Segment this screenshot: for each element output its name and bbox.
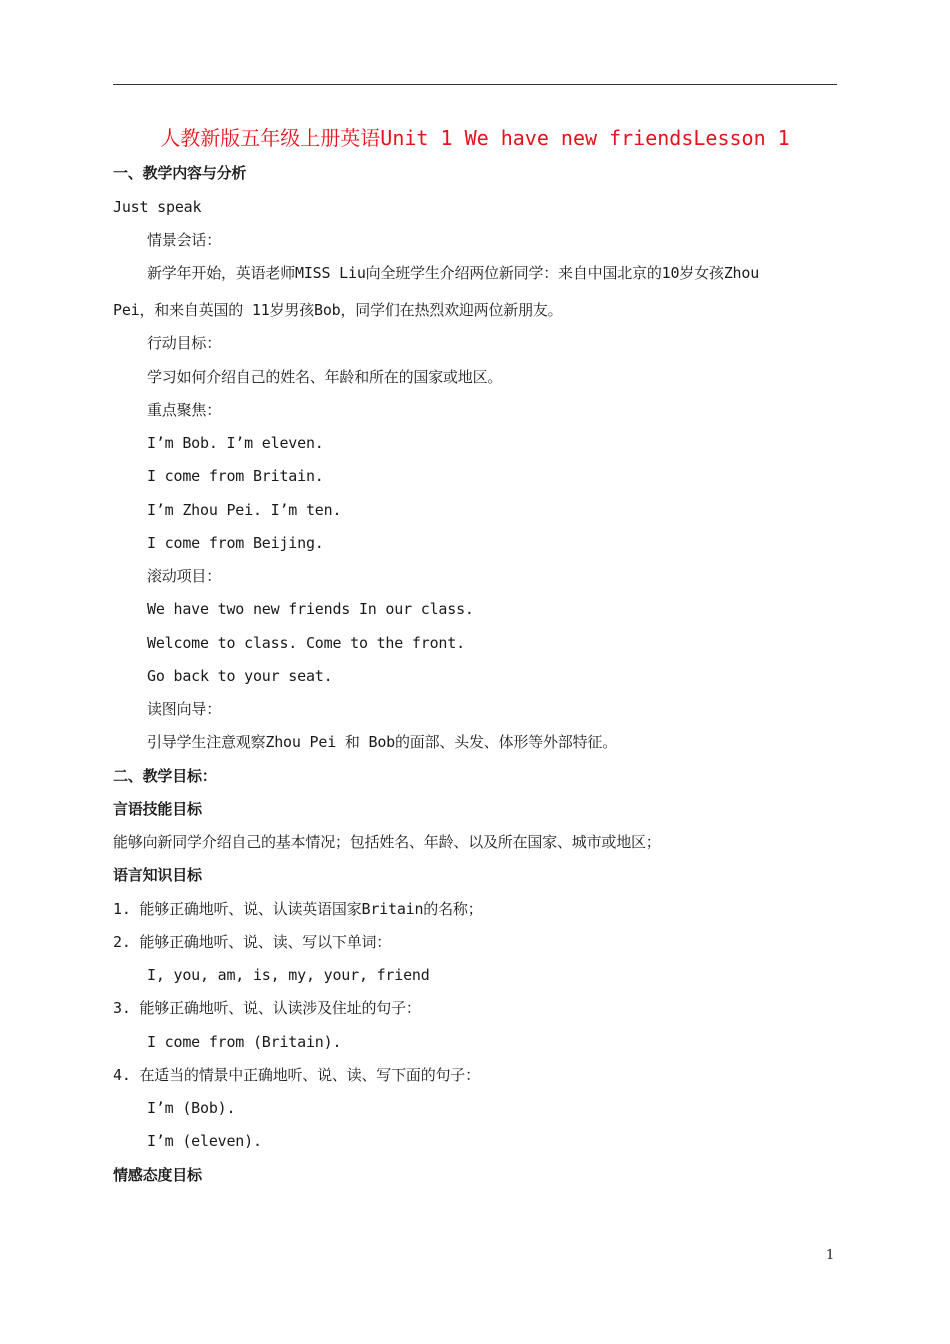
scene-text-line-2: Pei，和来自英国的 11岁男孩Bob，同学们在热烈欢迎两位新朋友。 — [113, 301, 563, 319]
knowledge-item-3-sentence: I come from (Britain). — [147, 1033, 342, 1051]
focus-item: I’m Bob. I’m eleven. — [147, 434, 324, 452]
focus-item: I come from Britain. — [147, 467, 324, 485]
rolling-item: Welcome to class. Come to the front. — [147, 634, 465, 652]
rolling-label: 滚动项目： — [147, 567, 222, 585]
emotion-goal-heading: 情感态度目标 — [113, 1166, 202, 1184]
skill-goal-heading: 言语技能目标 — [113, 800, 202, 818]
document-title: 人教新版五年级上册英语Unit 1 We have new friendsLesson 1 — [160, 126, 790, 150]
focus-label: 重点聚焦： — [147, 401, 222, 419]
action-goal-text: 学习如何介绍自己的姓名、年龄和所在的国家或地区。 — [147, 368, 503, 386]
focus-item: I come from Beijing. — [147, 534, 324, 552]
focus-item: I’m Zhou Pei. I’m ten. — [147, 501, 342, 519]
reading-guide-text: 引导学生注意观察Zhou Pei 和 Bob的面部、头发、体形等外部特征。 — [147, 733, 618, 751]
knowledge-item-1: 1. 能够正确地听、说、认读英语国家Britain的名称； — [113, 900, 483, 918]
page-number: 1 — [826, 1248, 835, 1263]
action-goal-label: 行动目标： — [147, 334, 222, 352]
knowledge-item-2: 2. 能够正确地听、说、读、写以下单词： — [113, 933, 392, 951]
section-heading-content-analysis: 一、教学内容与分析 — [113, 164, 247, 182]
rolling-item: Go back to your seat. — [147, 667, 333, 685]
section-heading-teaching-goals: 二、教学目标： — [113, 767, 217, 785]
just-speak-label: Just speak — [113, 198, 202, 216]
knowledge-item-2-words: I, you, am, is, my, your, friend — [147, 966, 430, 984]
scene-text-line-1: 新学年开始，英语老师MISS Liu向全班学生介绍两位新同学：来自中国北京的10岁女孩Zhou — [147, 264, 760, 282]
knowledge-item-4-sentence: I’m (eleven). — [147, 1132, 262, 1150]
knowledge-item-4-sentence: I’m (Bob). — [147, 1099, 236, 1117]
skill-goal-text: 能够向新同学介绍自己的基本情况；包括姓名、年龄、以及所在国家、城市或地区； — [113, 833, 661, 851]
rolling-item: We have two new friends In our class. — [147, 600, 474, 618]
knowledge-goal-heading: 语言知识目标 — [113, 866, 202, 884]
header-rule — [113, 84, 837, 85]
knowledge-item-4: 4. 在适当的情景中正确地听、说、读、写下面的句子： — [113, 1066, 480, 1084]
reading-guide-label: 读图向导： — [147, 700, 222, 718]
knowledge-item-3: 3. 能够正确地听、说、认读涉及住址的句子： — [113, 999, 421, 1017]
scene-label: 情景会话： — [147, 231, 222, 249]
